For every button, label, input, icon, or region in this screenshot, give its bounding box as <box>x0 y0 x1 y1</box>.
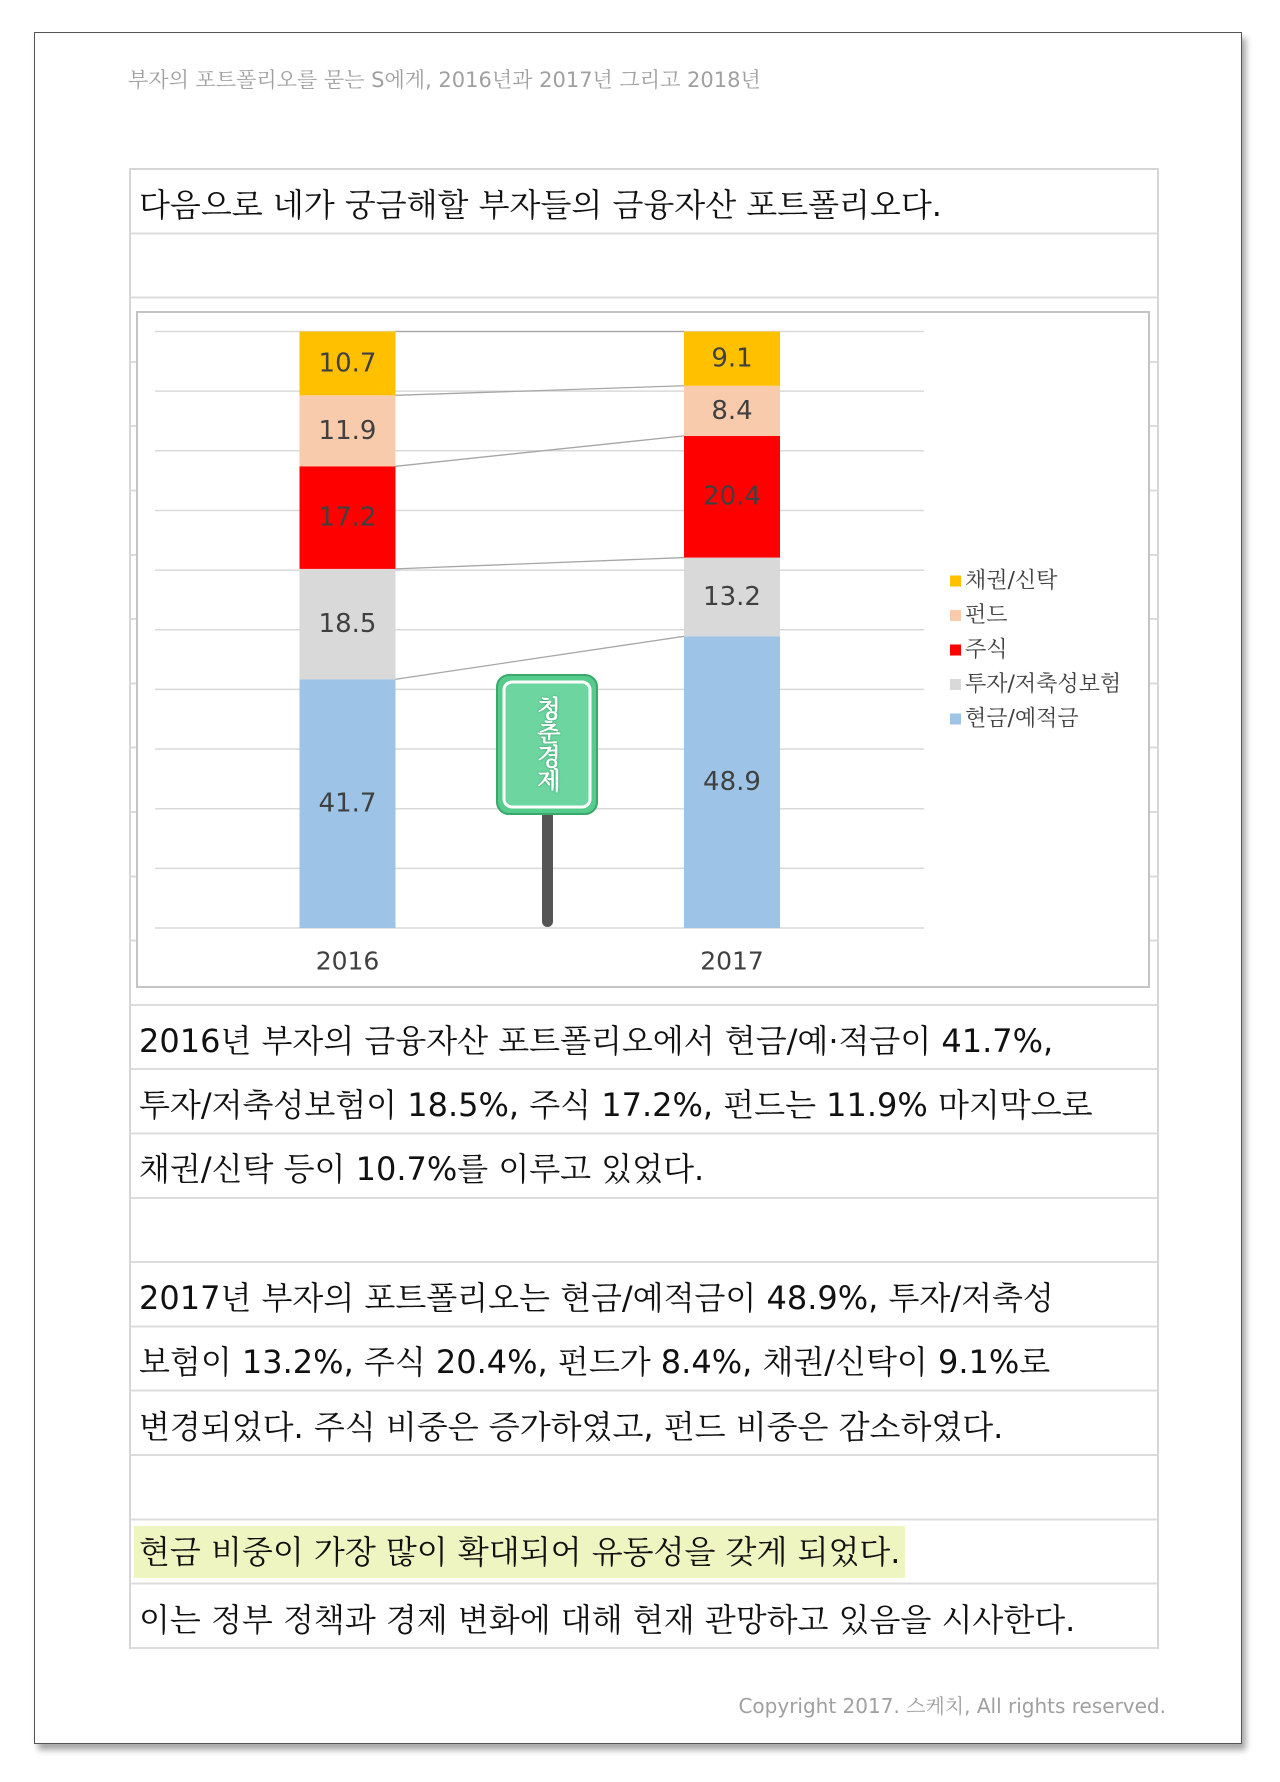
legend-swatch <box>950 679 961 690</box>
legend-label: 투자/저축성보험 <box>965 671 1122 697</box>
legend-item <box>950 568 1058 593</box>
series-line <box>396 636 685 679</box>
blank-line <box>131 1456 1157 1520</box>
legend-label: 주식 <box>965 637 1008 663</box>
ruled-notebook <box>129 168 1159 1649</box>
legend-swatch <box>950 713 961 724</box>
legend-label: 현금/예적금 <box>965 706 1079 732</box>
legend-swatch <box>950 644 961 655</box>
sign-board-label: 청춘경제 <box>532 696 561 793</box>
gridlines <box>155 331 924 928</box>
data-label: 9.1 <box>711 343 753 374</box>
legend-label: 채권/신탁 <box>965 568 1058 594</box>
x-tick-label-2017: 2017 <box>700 946 764 976</box>
sign-pole <box>542 811 553 927</box>
paragraph-2017-line: 2017년 부자의 포트폴리오는 현금/예적금이 48.9%, 투자/저축성 <box>139 1279 1054 1318</box>
paragraph-2016-line: 투자/저축성보험이 18.5%, 주식 17.2%, 펀드는 11.9% 마지막으로 <box>139 1086 1093 1125</box>
legend-item <box>950 637 1008 662</box>
x-axis-labels <box>316 946 764 975</box>
legend-item <box>950 603 1008 628</box>
series-line <box>396 557 685 568</box>
heading: 다음으로 네가 궁금해할 부자들의 금융자산 포트폴리오다. <box>139 186 942 224</box>
legend-swatch <box>950 575 961 586</box>
data-label: 10.7 <box>318 348 377 379</box>
paragraph-2016-line: 2016년 부자의 금융자산 포트폴리오에서 현금/예·적금이 41.7%, <box>139 1021 1054 1060</box>
legend-label: 펀드 <box>965 602 1008 628</box>
legend-swatch <box>950 610 961 621</box>
chart-area <box>131 299 1157 1006</box>
page-subtitle: 부자의 포트폴리오를 묻는 S에게, 2016년과 2017년 그리고 2018년 <box>128 68 761 92</box>
data-label: 11.9 <box>318 415 377 446</box>
highlighted-text: 현금 비중이 가장 많이 확대되어 유동성을 갖게 되었다. <box>134 1526 905 1578</box>
data-label: 48.9 <box>703 766 761 797</box>
paragraph-2017-line: 보험이 13.2%, 주식 20.4%, 펀드가 8.4%, 채권/신탁이 9.1%로 <box>139 1343 1051 1382</box>
highlight-line <box>131 1520 1157 1584</box>
legend-item <box>950 706 1079 731</box>
paragraph-2017-line: 변경되었다. 주식 비중은 증가하였고, 펀드 비중은 감소하였다. <box>139 1407 1004 1446</box>
series-lines <box>396 331 685 679</box>
chart-box <box>136 311 1150 988</box>
blank-line <box>131 234 1157 298</box>
legend <box>950 568 1121 731</box>
blank-line <box>131 1199 1157 1263</box>
data-label: 41.7 <box>318 788 377 819</box>
data-label: 13.2 <box>703 581 761 612</box>
stacked-bar-chart <box>138 313 1148 986</box>
data-label: 18.5 <box>318 608 377 639</box>
paragraph-2016-line: 채권/신탁 등이 10.7%를 이루고 있었다. <box>139 1150 705 1189</box>
copyright-notice: Copyright 2017. 스케치, All rights reserved. <box>738 1694 1166 1718</box>
x-tick-label-2016: 2016 <box>315 946 380 976</box>
data-label: 17.2 <box>318 502 377 533</box>
conclusion-line: 이는 정부 정책과 경제 변화에 대해 현재 관망하고 있음을 시사한다. <box>139 1600 1076 1639</box>
legend-item <box>950 672 1121 697</box>
data-label: 20.4 <box>703 481 761 512</box>
data-label: 8.4 <box>711 395 753 426</box>
sign-board <box>497 675 597 814</box>
